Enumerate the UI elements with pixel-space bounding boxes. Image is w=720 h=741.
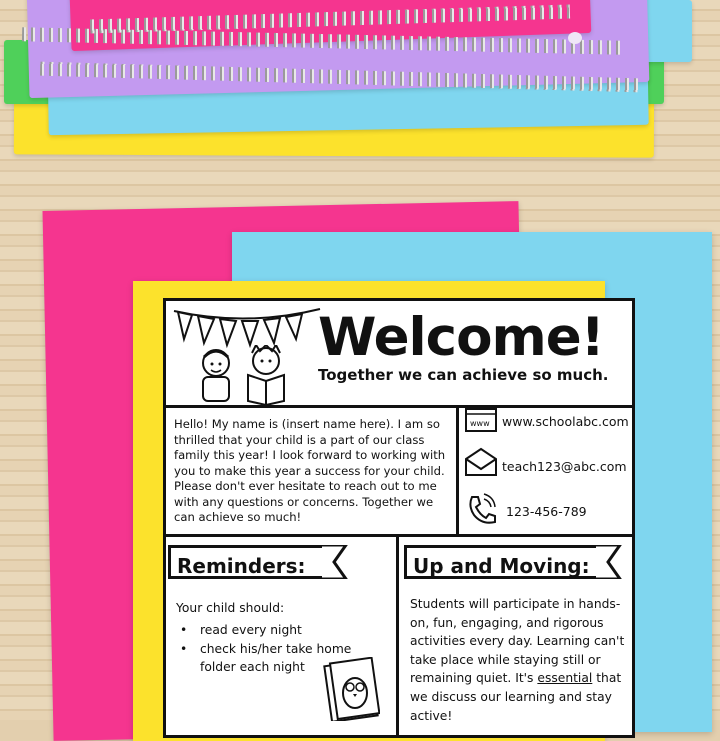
computer-icon-label: www xyxy=(470,419,490,428)
website-text: www.schoolabc.com xyxy=(502,414,629,429)
kids-reading-icon xyxy=(194,345,304,405)
flyer-header xyxy=(166,301,632,408)
welcome-title: Welcome! xyxy=(318,307,604,368)
moving-banner: Up and Moving: xyxy=(404,545,602,579)
banner-notch-icon xyxy=(322,545,348,579)
welcome-flyer xyxy=(163,298,635,738)
reminders-banner: Reminders: xyxy=(168,545,328,579)
welcome-tagline: Together we can achieve so much. xyxy=(318,366,609,384)
moving-emphasis: essential xyxy=(537,671,593,686)
notebook-hole xyxy=(568,32,582,44)
contact-divider xyxy=(456,405,459,537)
bottom-divider xyxy=(396,537,399,738)
moving-paragraph xyxy=(410,595,626,725)
banner-notch-icon xyxy=(596,545,622,579)
moving-text-end: that we discuss our learning and stay active! xyxy=(410,671,622,723)
section-divider-horizontal xyxy=(166,534,632,537)
intro-paragraph: Hello! My name is (insert name here). I am so thrilled that your child is a part of our class family this year! I look forward to working with you to make this year a success for your child. Please don't ever hesitate to reach out to me with any questions or concerns. Together we can achieve so much! xyxy=(174,417,446,524)
moving-text-start: Students will participate in hands-on, fun, engaging, and rigorous activities every day. Learning can't take place while staying still or remaining quiet. It's xyxy=(410,597,625,686)
envelope-icon xyxy=(464,447,498,477)
phone-icon xyxy=(466,493,496,525)
phone-text: 123-456-789 xyxy=(506,504,587,519)
list-item: • read every night xyxy=(176,621,356,640)
bunting-icon xyxy=(172,305,322,349)
reminders-lead: Your child should: xyxy=(176,601,285,615)
list-item: • check his/her take home folder each night xyxy=(176,640,356,677)
owl-book-icon xyxy=(320,657,380,721)
email-text: teach123@abc.com xyxy=(502,459,627,474)
computer-icon xyxy=(464,407,498,433)
